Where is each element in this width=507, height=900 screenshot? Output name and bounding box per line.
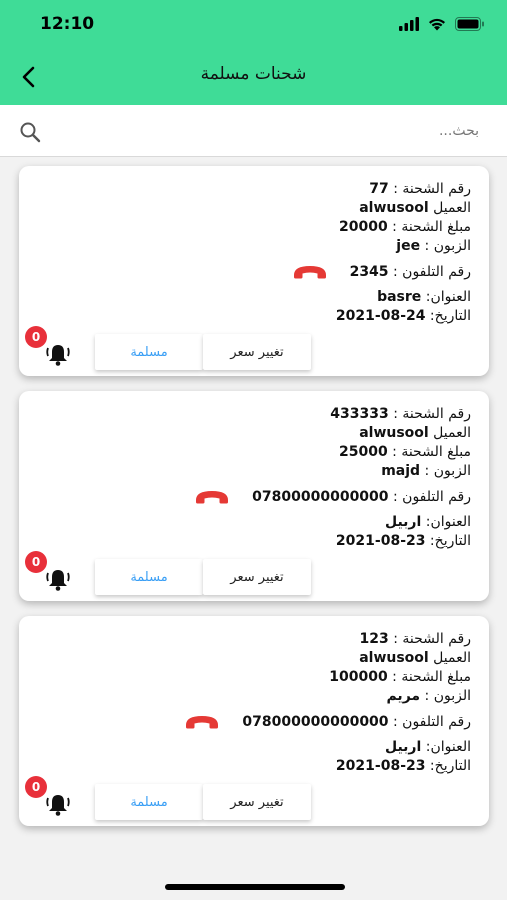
app-header (0, 0, 507, 105)
shipment-number-line: رقم الشحنة : 77 (369, 181, 471, 197)
shipment-details (51, 405, 471, 551)
delivered-button[interactable]: مسلمة (95, 559, 203, 595)
phone-line: رقم التلفون : 07800000000000 (51, 481, 471, 513)
amount-line: مبلغ الشحنة : 20000 (338, 219, 471, 235)
card-actions (95, 334, 311, 370)
search-bar (0, 105, 507, 157)
amount-line: مبلغ الشحنة : 25000 (338, 444, 471, 460)
notification-badge: 0 (25, 326, 47, 348)
wifi-icon (427, 17, 447, 31)
date-line: التاريخ: 24-08-2021 (335, 308, 471, 324)
notification-badge: 0 (25, 776, 47, 798)
search-icon[interactable] (18, 120, 42, 144)
address-line: العنوان: اربيل (384, 514, 471, 530)
shipment-card[interactable] (19, 391, 489, 601)
notification-bell[interactable] (25, 776, 75, 820)
search-input[interactable] (56, 117, 479, 145)
status-time: 12:10 (40, 14, 95, 34)
change-price-button[interactable]: تغيير سعر (203, 559, 311, 595)
bell-icon (45, 567, 71, 593)
status-icons (399, 14, 485, 34)
card-actions (95, 784, 311, 820)
notification-bell[interactable] (25, 326, 75, 370)
phone-line: رقم التلفون : 078000000000000 (51, 706, 471, 738)
phone-number[interactable]: 07800000000000 (252, 489, 389, 505)
phone-number[interactable]: 078000000000000 (242, 714, 389, 730)
status-bar (0, 0, 507, 50)
delivered-button[interactable]: مسلمة (95, 784, 203, 820)
address-line: العنوان: اربيل (384, 739, 471, 755)
card-actions (95, 559, 311, 595)
date-line: التاريخ: 23-08-2021 (335, 533, 471, 549)
home-indicator[interactable] (165, 884, 345, 890)
delivered-button[interactable]: مسلمة (95, 334, 203, 370)
phone-call-icon[interactable] (194, 488, 230, 506)
customer-line: الزبون : majd (381, 463, 471, 479)
page-title: شحنات مسلمة (200, 64, 307, 84)
battery-icon (455, 17, 485, 31)
address-line: العنوان: basre (377, 289, 471, 305)
shipment-details (51, 630, 471, 776)
client-line: العميل alwusool (359, 650, 471, 666)
change-price-button[interactable]: تغيير سعر (203, 334, 311, 370)
bell-icon (45, 342, 71, 368)
change-price-button[interactable]: تغيير سعر (203, 784, 311, 820)
phone-call-icon[interactable] (184, 713, 220, 731)
amount-line: مبلغ الشحنة : 100000 (329, 669, 471, 685)
shipment-card[interactable] (19, 616, 489, 826)
customer-line: الزبون : jee (396, 238, 471, 254)
phone-number[interactable]: 2345 (349, 264, 389, 280)
notification-bell[interactable] (25, 551, 75, 595)
nav-bar (0, 52, 507, 102)
signal-icon (399, 17, 419, 31)
customer-line: الزبون : مريم (386, 688, 471, 704)
shipment-number-line: رقم الشحنة : 123 (359, 631, 471, 647)
bell-icon (45, 792, 71, 818)
phone-call-icon[interactable] (292, 263, 328, 281)
shipment-details (51, 180, 471, 326)
client-line: العميل alwusool (359, 425, 471, 441)
phone-line: رقم التلفون : 2345 (51, 256, 471, 288)
shipment-number-line: رقم الشحنة : 433333 (330, 406, 471, 422)
client-line: العميل alwusool (359, 200, 471, 216)
shipment-card[interactable] (19, 166, 489, 376)
date-line: التاريخ: 23-08-2021 (335, 758, 471, 774)
notification-badge: 0 (25, 551, 47, 573)
